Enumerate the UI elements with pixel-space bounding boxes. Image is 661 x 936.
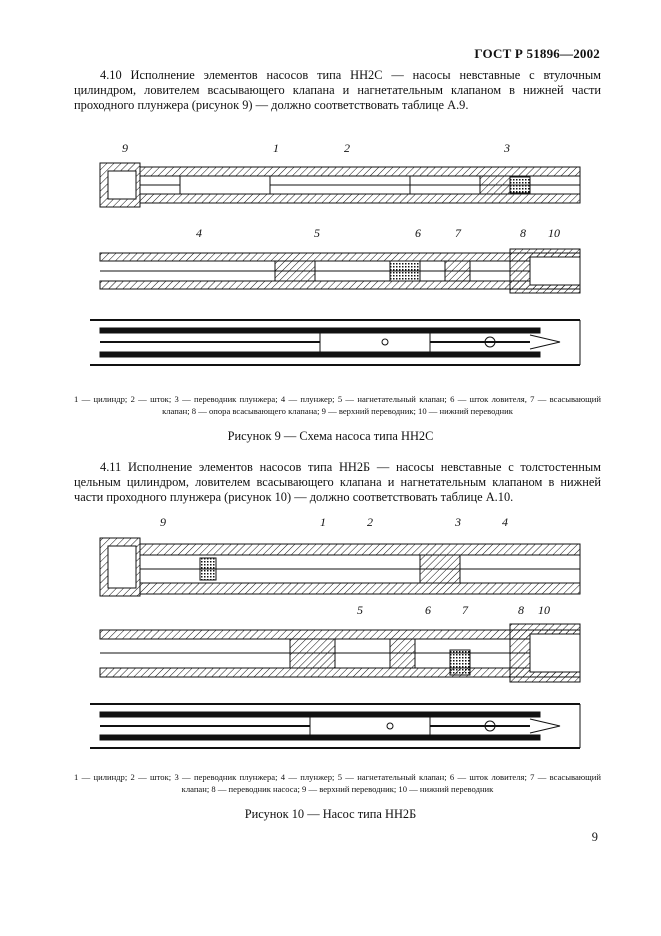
fig10-callout-1: 1 [320,515,326,529]
fig9-callout-8: 8 [520,226,526,240]
figure-10-caption: Рисунок 10 — Насос типа НН2Б [244,807,417,821]
fig10-callouts [160,515,550,617]
fig10-middle-assembly [100,624,580,682]
fig9-callout-9: 9 [122,141,128,155]
fig10-callout-3: 3 [455,515,461,529]
fig10-callout-5: 5 [357,603,363,617]
fig9-callout-2: 2 [344,141,350,155]
fig10-callout-2: 2 [367,515,373,529]
figure-9-legend: 1 — цилиндр; 2 — шток; 3 — переводник плунжера; 4 — плунжер; 5 — нагнетательный клапан; 6 — шток ловителя, 7 — всасывающий клапан; 8 — опора всасывающего клапана; 9 — верхний переводник; 10 — нижний переводник [74,394,601,416]
paragraph-4-10: 4.10 Исполнение элементов насосов типа НН2С — насосы невставные с втулочным цилиндром, ловителем всасывающего клапана и нагнетательным клапаном в нижней части проходного плунжера (рисунок 9) — должно соответствовать таблице А.9. [74,68,601,113]
fig9-middle-assembly [100,249,580,293]
fig10-callout-10: 10 [538,603,550,617]
document-header: ГОСТ Р 51896—2002 [474,46,600,61]
fig9-upper-assembly [100,163,580,207]
paragraph-4-11: 4.11 Исполнение элементов насосов типа НН2Б — насосы невставные с толстостенным цельным цилиндром, ловителем всасывающего клапана и нагнетательным клапаном в нижней части проходного плунжера (рисунок 10) — должно соответствовать таблице А.10. [74,460,601,505]
fig9-callout-6: 6 [415,226,421,240]
fig9-callout-10: 10 [548,226,560,240]
figure-9-caption: Рисунок 9 — Схема насоса типа НН2С [227,429,434,443]
fig9-callout-4: 4 [196,226,202,240]
fig10-callout-9: 9 [160,515,166,529]
fig10-callout-6: 6 [425,603,431,617]
fig10-well-schematic [90,704,580,748]
fig10-callout-8: 8 [518,603,524,617]
fig10-callout-4: 4 [502,515,508,529]
fig10-upper-assembly [100,538,580,596]
fig9-well-schematic [90,320,580,365]
fig10-callout-7: 7 [462,603,468,617]
page-number: 9 [591,830,598,844]
fig9-callout-7: 7 [455,226,461,240]
fig9-callout-1: 1 [273,141,279,155]
figure-9-drawing [60,125,600,380]
figure-10-legend: 1 — цилиндр; 2 — шток; 3 — переводник плунжера; 4 — плунжер; 5 — нагнетательный клапан; 6 — шток ловителя; 7 — всасывающий клапан; 8 — переводник насоса; 9 — верхний переводник; 10 — нижний переводник [74,772,601,794]
figure-10-drawing [60,510,600,765]
fig9-callout-3: 3 [504,141,510,155]
fig9-callout-5: 5 [314,226,320,240]
